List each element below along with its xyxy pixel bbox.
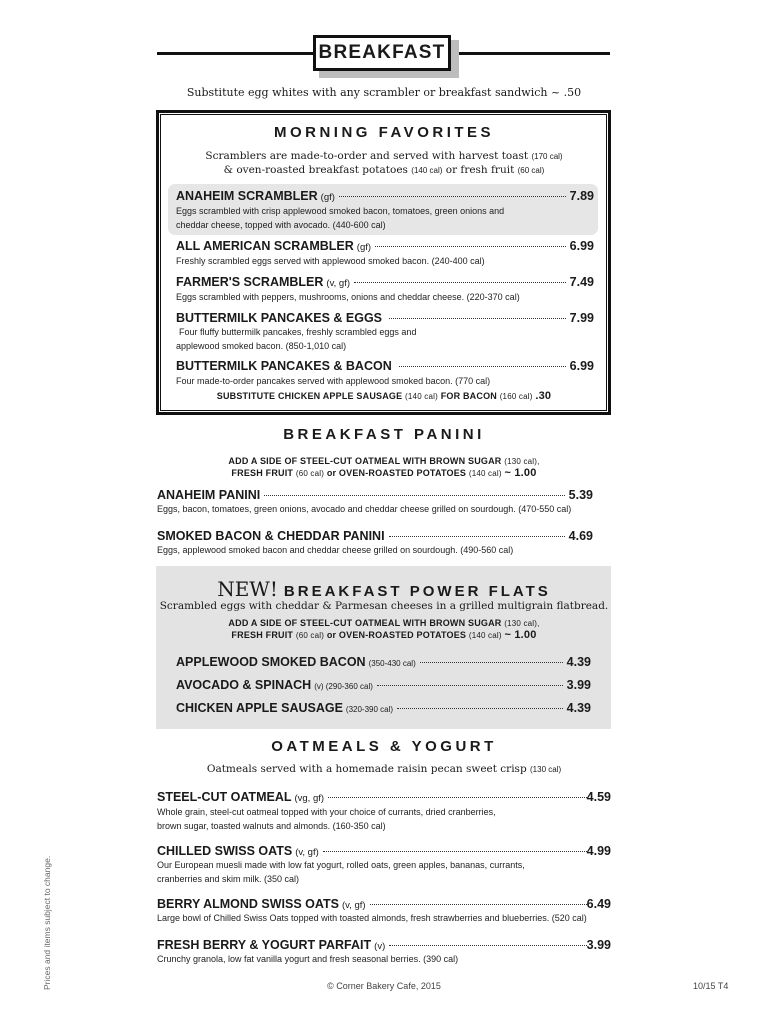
oatmeals-yogurt-title: OATMEALS & YOGURT — [271, 738, 497, 755]
power-add-side-line1: ADD A SIDE OF STEEL-CUT OATMEAL WITH BROWN SUGAR (130 cal), — [228, 618, 540, 628]
price: 3.99 — [586, 938, 611, 952]
header-rule-left — [157, 52, 313, 55]
panini-add-side-line1: ADD A SIDE OF STEEL-CUT OATMEAL WITH BROWN SUGAR (130 cal), — [228, 456, 540, 466]
menu-item-buttermilk-pancakes-eggs: BUTTERMILK PANCAKES & EGGS 7.99 — [176, 311, 594, 325]
bacon-substitute-note: SUBSTITUTE CHICKEN APPLE SAUSAGE (140 cal) FOR BACON (160 cal) .30 — [216, 390, 552, 402]
print-code: 10/15 T4 — [693, 981, 729, 991]
power-flats-intro: Scrambled eggs with cheddar & Parmesan cheeses in a grilled multigrain flatbread. — [159, 600, 609, 612]
menu-item-smoked-bacon-cheddar-panini: SMOKED BACON & CHEDDAR PANINI 4.69 — [157, 529, 593, 543]
price: 5.39 — [568, 488, 593, 502]
price: 3.99 — [566, 678, 591, 692]
price: 4.99 — [586, 844, 611, 858]
power-add-side-line2: FRESH FRUIT (60 cal) or OVEN-ROASTED POTATOES (140 cal) ~ 1.00 — [231, 629, 537, 641]
power-flats-title: NEW! BREAKFAST POWER FLATS — [217, 577, 551, 601]
item-description: Eggs, bacon, tomatoes, green onions, avocado and cheddar cheese grilled on sourdough. (470-550 cal) — [157, 504, 572, 514]
price: 6.99 — [569, 239, 594, 253]
price: 4.59 — [586, 790, 611, 804]
copyright: © Corner Bakery Cafe, 2015 — [327, 981, 441, 991]
item-description: Four made-to-order pancakes served with applewood smoked bacon. (770 cal) — [176, 376, 491, 386]
menu-item-chicken-apple-sausage-flat: CHICKEN APPLE SAUSAGE (320-390 cal) 4.39 — [176, 701, 591, 715]
price: 7.89 — [569, 189, 594, 203]
item-description: Eggs scrambled with crisp applewood smoked bacon, tomatoes, green onions and cheddar cheese, topped with avocado. (440-600 cal) — [176, 206, 505, 230]
prices-subject-to-change-note: Prices and items subject to change. — [42, 855, 52, 990]
menu-item-fresh-berry-yogurt-parfait: FRESH BERRY & YOGURT PARFAIT (v) 3.99 — [157, 938, 611, 952]
price: 4.39 — [566, 701, 591, 715]
page-title: BREAKFAST — [313, 35, 451, 71]
price: 7.99 — [569, 311, 594, 325]
menu-item-anaheim-scrambler: ANAHEIM SCRAMBLER (gf) 7.89 — [176, 189, 594, 203]
price: 4.39 — [566, 655, 591, 669]
price: 6.49 — [586, 897, 611, 911]
menu-item-avocado-spinach-flat: AVOCADO & SPINACH (v) (290-360 cal) 3.99 — [176, 678, 591, 692]
item-description: Large bowl of Chilled Swiss Oats topped with toasted almonds, fresh strawberries and blueberries. (520 cal) — [157, 913, 587, 923]
oatmeal-intro: Oatmeals served with a homemade raisin pecan sweet crisp (130 cal) — [206, 763, 562, 775]
breakfast-panini-title: BREAKFAST PANINI — [283, 426, 485, 443]
item-description: Crunchy granola, low fat vanilla yogurt and fresh seasonal berries. (390 cal) — [157, 954, 459, 964]
panini-add-side-line2: FRESH FRUIT (60 cal) or OVEN-ROASTED POTATOES (140 cal) ~ 1.00 — [231, 467, 537, 479]
substitute-note: Substitute egg whites with any scrambler or breakfast sandwich ~ .50 — [186, 86, 582, 99]
morning-favorites-title: MORNING FAVORITES — [273, 124, 495, 141]
menu-item-farmers-scrambler: FARMER'S SCRAMBLER (v, gf) 7.49 — [176, 275, 594, 289]
morning-intro-line2: & oven-roasted breakfast potatoes (140 cal) or fresh fruit (60 cal) — [223, 164, 545, 176]
menu-item-applewood-smoked-bacon-flat: APPLEWOOD SMOKED BACON (350-430 cal) 4.39 — [176, 655, 591, 669]
menu-item-all-american-scrambler: ALL AMERICAN SCRAMBLER (gf) 6.99 — [176, 239, 594, 253]
menu-item-steel-cut-oatmeal: STEEL-CUT OATMEAL (vg, gf) 4.59 — [157, 790, 611, 804]
menu-item-chilled-swiss-oats: CHILLED SWISS OATS (v, gf) 4.99 — [157, 844, 611, 858]
menu-item-berry-almond-swiss-oats: BERRY ALMOND SWISS OATS (v, gf) 6.49 — [157, 897, 611, 911]
header-rule-right — [451, 52, 610, 55]
item-description: Whole grain, steel-cut oatmeal topped with your choice of currants, dried cranberries, brown sugar, toasted walnuts and almonds. (160-350 cal) — [157, 807, 496, 831]
menu-item-buttermilk-pancakes-bacon: BUTTERMILK PANCAKES & BACON 6.99 — [176, 359, 594, 373]
item-description: Four fluffy buttermilk pancakes, freshly scrambled eggs and applewood smoked bacon. (850-1,010 cal) — [176, 327, 417, 351]
item-description: Eggs, applewood smoked bacon and cheddar cheese grilled on sourdough. (490-560 cal) — [157, 545, 514, 555]
item-description: Eggs scrambled with peppers, mushrooms, onions and cheddar cheese. (220-370 cal) — [176, 292, 520, 302]
morning-intro-line1: Scramblers are made-to-order and served with harvest toast (170 cal) — [205, 150, 563, 162]
item-description: Our European muesli made with low fat yogurt, rolled oats, green apples, bananas, currants, cranberries and skim milk. (350 cal) — [157, 860, 525, 884]
price: 4.69 — [568, 529, 593, 543]
item-description: Freshly scrambled eggs served with applewood smoked bacon. (240-400 cal) — [176, 256, 485, 266]
price: 7.49 — [569, 275, 594, 289]
price: 6.99 — [569, 359, 594, 373]
new-badge: NEW! — [217, 577, 278, 601]
menu-item-anaheim-panini: ANAHEIM PANINI 5.39 — [157, 488, 593, 502]
